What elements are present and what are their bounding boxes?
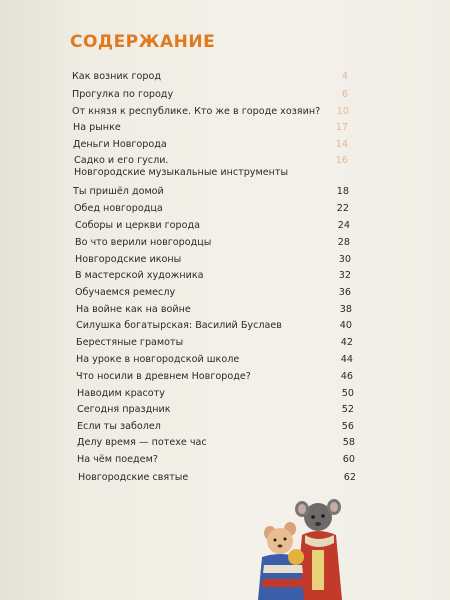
toc-page-number: 32 xyxy=(338,270,351,281)
toc-entry-title: Новгородские иконы xyxy=(75,254,182,265)
toc-entry-title: Деньги Новгорода xyxy=(73,139,167,150)
toc-entry-title: От князя к республике. Кто же в городе хозяин? xyxy=(72,106,321,117)
toc-entry-title: Если ты заболел xyxy=(77,421,161,432)
toc-entry-title: Обед новгородца xyxy=(74,203,163,214)
toc-page-number: 22 xyxy=(336,203,349,214)
toc-entry-title: На чём поедем? xyxy=(77,454,158,465)
toc-entry-title: Как возник город xyxy=(72,71,162,82)
toc-entry-title: Соборы и церкви города xyxy=(75,220,200,231)
toc-entry-title: На уроке в новгородской школе xyxy=(76,354,240,365)
toc-page-number: 30 xyxy=(338,254,351,265)
toc-entry-title: В мастерской художника xyxy=(75,270,204,281)
toc-page-number: 24 xyxy=(337,220,350,231)
toc-entry-title: Наводим красоту xyxy=(77,388,165,399)
toc-entry-title: Ты пришёл домой xyxy=(73,186,164,197)
toc-entry-title: Обучаемся ремеслу xyxy=(75,287,176,298)
toc-page-number: 56 xyxy=(341,421,354,432)
toc-page-number: 4 xyxy=(341,71,348,82)
toc-page-number: 28 xyxy=(337,237,350,248)
toc-entry-title: Делу время — потехе час xyxy=(77,437,207,448)
toc-entry-title: На рынке xyxy=(73,122,121,133)
toc-page-number: 16 xyxy=(335,155,348,166)
toc-page-number: 52 xyxy=(341,404,354,415)
toc-entry-title: Новгородские святые xyxy=(78,472,189,483)
toc-entry-title-line2: Новгородские музыкальные инструменты xyxy=(74,167,289,178)
toc-page-number: 60 xyxy=(342,454,355,465)
toc-page-number: 38 xyxy=(339,304,352,315)
toc-page-number: 18 xyxy=(336,186,349,197)
page-title: СОДЕРЖАНИЕ xyxy=(70,32,216,52)
toc-entry-title: Что носили в древнем Новгороде? xyxy=(76,371,251,382)
toc-page-number: 62 xyxy=(343,472,356,483)
toc-page-number: 36 xyxy=(338,287,351,298)
toc-page-number: 10 xyxy=(336,106,349,117)
toc-page-number: 50 xyxy=(341,388,354,399)
light-mouse-icon xyxy=(258,522,304,600)
toc-entry-title: Силушка богатырская: Василий Буслаев xyxy=(76,320,282,331)
toc-page-number: 58 xyxy=(342,437,355,448)
toc-entry-title: Садко и его гусли. xyxy=(74,155,169,166)
toc-entry-title: На войне как на войне xyxy=(76,304,191,315)
toc-entry-title: Прогулка по городу xyxy=(72,89,174,100)
mice-illustration xyxy=(250,495,370,600)
toc-page-number: 42 xyxy=(340,337,353,348)
toc-page-number: 6 xyxy=(341,89,348,100)
toc-entry-title: Во что верили новгородцы xyxy=(75,237,212,248)
toc-page-number: 40 xyxy=(339,320,352,331)
toc-entry-title: Берестяные грамоты xyxy=(76,337,184,348)
toc-page-number: 44 xyxy=(340,354,353,365)
toc-page-number: 17 xyxy=(335,122,348,133)
toc-page-number: 14 xyxy=(335,139,348,150)
toc-page-number: 46 xyxy=(340,371,353,382)
toc-entry-title: Сегодня праздник xyxy=(77,404,171,415)
